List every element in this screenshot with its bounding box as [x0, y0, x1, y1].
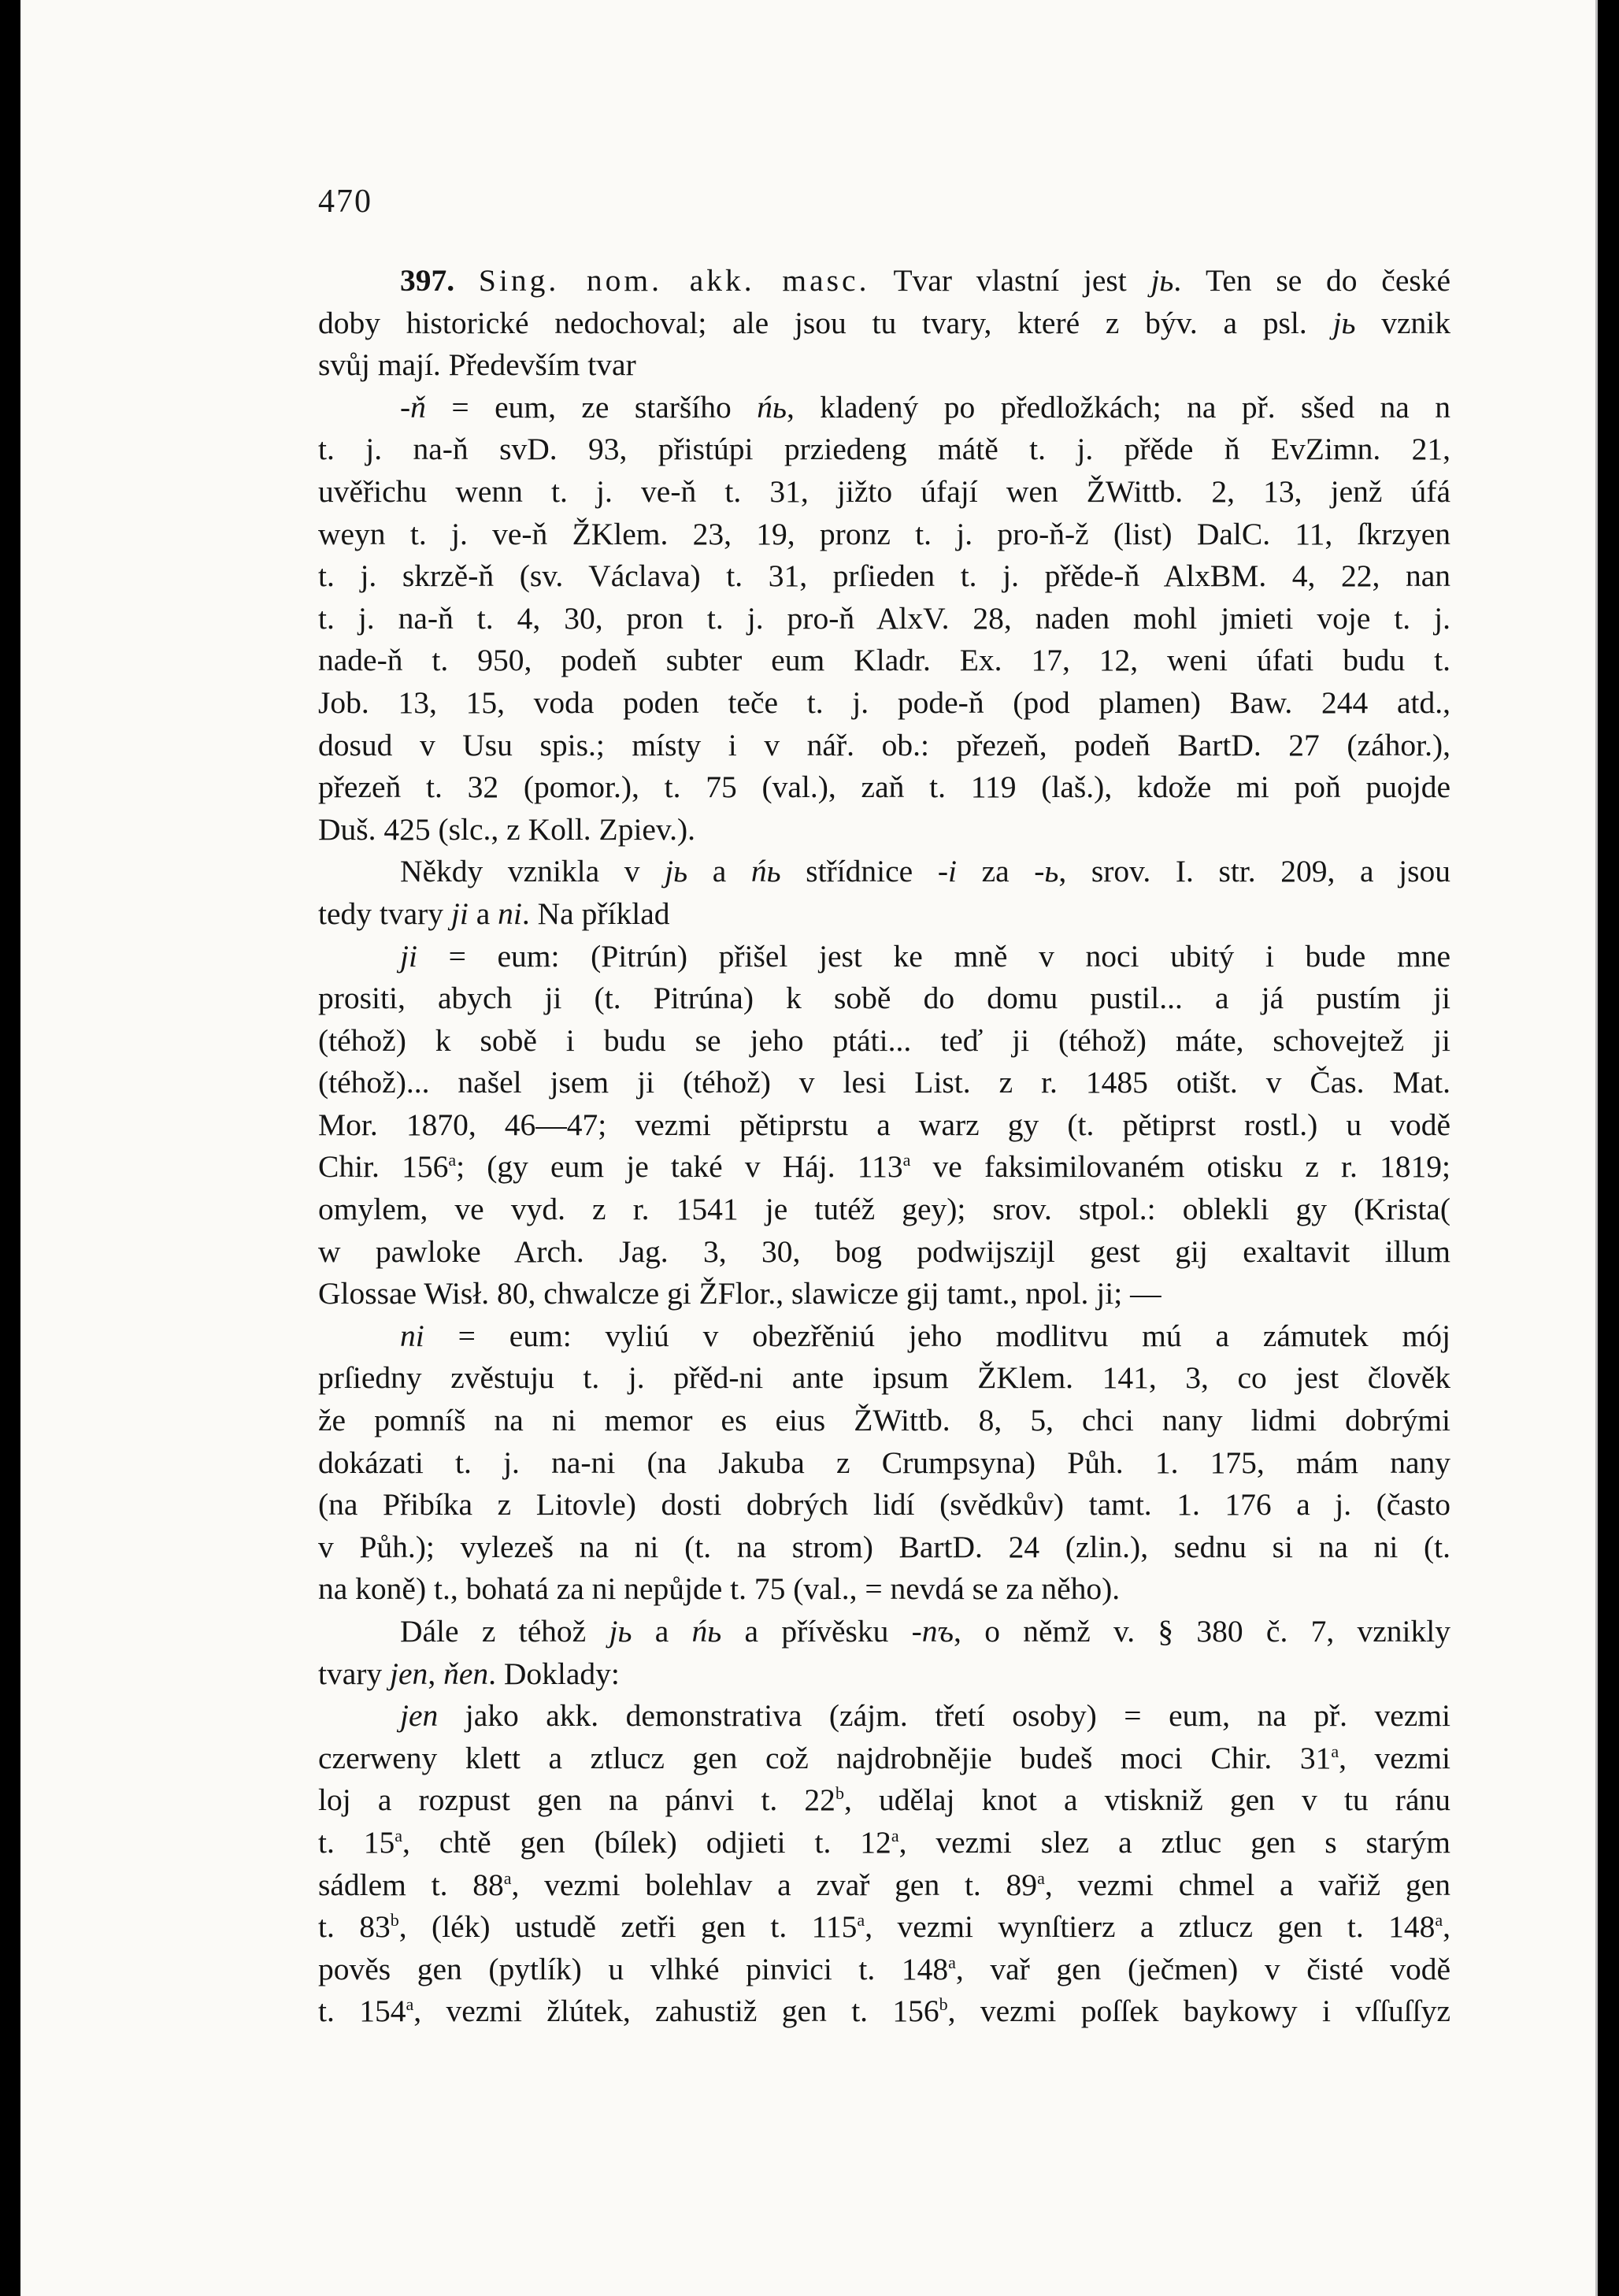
text-line [318, 1062, 1450, 1104]
text-segment: , kladený po předložkách; na př. sšed na n [786, 389, 1450, 425]
text-segment: , vezmi [1339, 1740, 1450, 1775]
text-segment: -ň [400, 389, 426, 425]
text-segment: loj a rozpust gen na pánvi t. 22 [318, 1782, 835, 1818]
text-segment: , vezmi poſſek baykowy i vſſuſſyz [947, 1994, 1450, 2029]
text-segment: střídnice [780, 854, 938, 889]
text-segment: ; (gy eum je také v Háj. 113 [456, 1149, 903, 1185]
text-segment: , [1443, 1909, 1450, 1945]
text-line [318, 344, 1450, 387]
text-segment: t. 154 [318, 1994, 406, 2029]
text-segment: a [1331, 1741, 1339, 1761]
text-line [318, 1273, 1450, 1315]
text-segment: ji [450, 896, 469, 931]
text-segment: Glossae Wisł. 80, chwalcze gi ŽFlor., slawicze gij tamt., npol. ji; — [318, 1276, 1161, 1311]
page-number: 470 [318, 184, 372, 220]
text-segment: = eum, ze staršího [425, 389, 758, 425]
text-segment: , (lék) ustudě zetři gen t. 115 [398, 1909, 858, 1945]
text-segment: jako akk. demonstrativa (zájm. třetí osoby) = eum, na př. vezmi [438, 1698, 1450, 1734]
text-segment: t. 83 [318, 1909, 391, 1945]
text-line [318, 1400, 1450, 1442]
text-line [318, 851, 1450, 893]
text-segment: = eum: (Pitrún) přišel jest ke mně v noci ubitý i bude mne [417, 938, 1450, 974]
text-segment: , chtě gen (bílek) odjieti t. 12 [402, 1824, 891, 1860]
text-segment: , vezmi slez a ztluc gen s starým [898, 1824, 1450, 1860]
text-segment: na koně) t., bohatá za ni nepůjde t. 75 (val., = nevdá se za něho). [318, 1571, 1121, 1607]
text-line [318, 1611, 1450, 1653]
text-line [318, 1231, 1450, 1274]
text-segment: , srov. I. str. 209, a jsou [1058, 854, 1450, 889]
text-segment: jь [665, 854, 688, 889]
text-segment: Mor. 1870, 46—47; vezmi pětiprstu a warz gy (t. pětiprst rostl.) u vodě [318, 1107, 1450, 1142]
text-segment: , o němž v. § 380 č. 7, vznikly [954, 1614, 1450, 1649]
text-line [318, 260, 1450, 302]
text-segment: (na Přibíka z Litovle) dosti dobrých lidí (svědkův) tamt. 1. 176 a j. (často [318, 1487, 1450, 1523]
text-segment: nade-ň t. 950, podeň subter eum Kladr. Ex. 17, 12, weni úfati budu t. [318, 643, 1450, 678]
text-line [318, 1949, 1450, 1991]
text-segment: -nъ [911, 1614, 954, 1649]
text-segment: , udělaj knot a vtiskniž gen v tu ránu [843, 1782, 1450, 1818]
text-segment: a [503, 1868, 512, 1888]
text-segment: ňen [443, 1656, 489, 1691]
text-segment: t. j. skrzě-ň (sv. Václava) t. 31, prſieden t. j. přěde-ň AlxBM. 4, 22, nan [318, 558, 1450, 594]
text-segment: ńь [691, 1614, 722, 1649]
text-segment: weyn t. j. ve-ň ŽKlem. 23, 19, pronz t. j. pro-ň-ž (list) DalC. 11, ſkrzyen [318, 516, 1450, 551]
text-line [318, 387, 1450, 429]
text-segment: , vezmi wynſtierz a ztlucz gen t. 148 [865, 1909, 1436, 1945]
text-line [318, 1484, 1450, 1526]
text-segment: Dále z téhož [400, 1614, 609, 1649]
text-segment: , vezmi bolehlav a zvař gen t. 89 [511, 1867, 1038, 1902]
text-segment: jen [400, 1698, 439, 1734]
text-segment: ve faksimilovaném otisku z r. 1819; [910, 1149, 1451, 1185]
text-segment: a přívěsku [721, 1614, 912, 1649]
text-segment: přezeň t. 32 (pomor.), t. 75 (val.), zaň t. 119 (laš.), kdože mi poň puojde [318, 770, 1450, 805]
text-line [318, 936, 1450, 978]
text-line [318, 1695, 1450, 1738]
text-line [318, 682, 1450, 725]
text-line [318, 1020, 1450, 1063]
text-segment: jь [1150, 263, 1174, 298]
text-segment: w pawloke Arch. Jag. 3, 30, bog podwijszijl gest gij exaltavit illum [318, 1233, 1450, 1269]
text-segment: a [448, 1150, 457, 1170]
text-segment: ni [498, 896, 522, 931]
text-line [318, 1315, 1450, 1358]
text-segment: uvěřichu wenn t. j. ve-ň t. 31, jižto úfají wen ŽWittb. 2, 13, jenž úfá [318, 473, 1450, 509]
text-segment: . Ten se do české [1173, 263, 1451, 298]
text-segment: t. j. na-ň svD. 93, přistúpi prziedeng mátě t. j. přěde ň EvZimn. 21, [318, 432, 1450, 467]
text-line [318, 302, 1450, 345]
text-line [318, 1568, 1450, 1611]
text-line [318, 514, 1450, 556]
text-line [318, 1990, 1450, 2033]
text-segment: = eum: vyliú v obezřěniú jeho modlitvu mú a zámutek mój [424, 1318, 1450, 1353]
text-line [318, 1738, 1450, 1780]
text-segment: jen [390, 1656, 428, 1691]
text-segment: a [687, 854, 751, 889]
text-segment: Duš. 425 (slc., z Koll. Zpiev.). [318, 811, 696, 847]
body-text [318, 260, 1450, 2033]
text-line [318, 1357, 1450, 1400]
text-segment: doby historické nedochoval; ale jsou tu tvary, které z býv. a psl. [318, 305, 1333, 340]
text-segment: tvary [318, 1656, 391, 1691]
text-line [318, 1822, 1450, 1864]
text-line [318, 1104, 1450, 1147]
text-segment: a [632, 1614, 692, 1649]
text-segment: ni [400, 1318, 424, 1353]
text-line [318, 1146, 1450, 1189]
text-line [318, 1653, 1450, 1696]
text-segment: b [835, 1783, 844, 1804]
text-segment: prſiedny zvěstuju t. j. přěd-ni ante ipsum ŽKlem. 141, 3, co jest člověk [318, 1360, 1450, 1396]
text-segment: svůj mají. Především tvar [318, 347, 636, 383]
text-segment: , [428, 1656, 444, 1691]
text-segment: Někdy vznikla v [400, 854, 665, 889]
text-line [318, 598, 1450, 640]
text-segment: b [939, 1994, 948, 2015]
text-segment: . Doklady: [488, 1656, 620, 1691]
text-segment: 397. [400, 263, 479, 298]
text-line [318, 1526, 1450, 1569]
text-segment: ńь [757, 389, 787, 425]
text-segment: Sing. nom. akk. masc. [478, 263, 870, 298]
text-segment: jь [1332, 305, 1356, 340]
text-line [318, 725, 1450, 767]
text-segment: sádlem t. 88 [318, 1867, 504, 1902]
text-segment: . Na příklad [521, 896, 670, 931]
text-segment: a [468, 896, 498, 931]
text-segment: Job. 13, 15, voda poden teče t. j. pode-ň (pod plamen) Baw. 244 atd., [318, 684, 1450, 720]
text-line [318, 1442, 1450, 1485]
text-segment: v Půh.); vylezeš na ni (t. na strom) BartD. 24 (zlin.), sednu si na ni (t. [318, 1529, 1450, 1564]
text-line [318, 1189, 1450, 1231]
text-line [318, 809, 1450, 851]
text-segment: t. 15 [318, 1824, 395, 1860]
text-line [318, 471, 1450, 514]
text-segment: a [395, 1825, 403, 1845]
text-segment: Chir. 156 [318, 1149, 449, 1185]
text-segment: a [948, 1952, 956, 1972]
text-segment: b [390, 1910, 399, 1930]
text-line [318, 766, 1450, 809]
text-segment: a [406, 1994, 414, 2015]
text-segment: ńь [750, 854, 781, 889]
text-segment: za [956, 854, 1035, 889]
text-segment: -ь [1034, 854, 1059, 889]
text-line [318, 977, 1450, 1020]
book-page [20, 0, 1598, 2296]
text-segment: , vař gen (ječmen) v čisté vodě [955, 1951, 1450, 1986]
text-segment: a [857, 1910, 865, 1930]
text-segment: a [891, 1825, 899, 1845]
text-segment: dokázati t. j. na-ni (na Jakuba z Crumpsyna) Půh. 1. 175, mám nany [318, 1445, 1450, 1480]
text-line [318, 893, 1450, 936]
text-segment: -i [937, 854, 957, 889]
text-segment: omylem, ve vyd. z r. 1541 je tutéž gey); srov. stpol.: oblekli gy (Krista( [318, 1192, 1450, 1227]
text-segment: a [1435, 1910, 1443, 1930]
text-segment: a [902, 1150, 911, 1170]
text-segment: pověs gen (pytlík) u vlhké pinvici t. 148 [318, 1951, 949, 1986]
text-segment: vznik [1355, 305, 1450, 340]
text-segment: prositi, abych ji (t. Pitrúna) k sobě do domu pustil... a já pustím ji [318, 981, 1450, 1016]
text-segment: t. j. na-ň t. 4, 30, pron t. j. pro-ň AlxV. 28, naden mohl jmieti voje t. j. [318, 600, 1450, 636]
text-segment: a [1037, 1868, 1045, 1888]
text-segment: czerweny klett a ztlucz gen což najdrobnějie budeš moci Chir. 31 [318, 1740, 1332, 1775]
text-line [318, 640, 1450, 682]
text-segment: tedy tvary [318, 896, 451, 931]
text-segment: dosud v Usu spis.; místy i v nář. ob.: přezeň, podeň BartD. 27 (záhor.), [318, 727, 1450, 762]
text-line [318, 428, 1450, 471]
text-line [318, 1906, 1450, 1949]
text-line [318, 1864, 1450, 1907]
text-line [318, 555, 1450, 598]
text-segment: (téhož)... našel jsem ji (téhož) v lesi List. z r. 1485 otišt. v Čas. Mat. [318, 1065, 1450, 1100]
text-segment: že pomníš na ni memor es eius ŽWittb. 8, 5, chci nany lidmi dobrými [318, 1403, 1450, 1438]
text-segment: ji [400, 938, 417, 974]
text-segment: , vezmi žlútek, zahustiž gen t. 156 [413, 1994, 939, 2029]
text-segment: (téhož) k sobě i budu se jeho ptáti... teď ji (téhož) máte, schovejtež ji [318, 1022, 1450, 1058]
text-line [318, 1779, 1450, 1822]
text-segment: , vezmi chmel a vařiž gen [1044, 1867, 1450, 1902]
text-segment: jь [609, 1614, 632, 1649]
text-segment: Tvar vlastní jest [869, 263, 1151, 298]
